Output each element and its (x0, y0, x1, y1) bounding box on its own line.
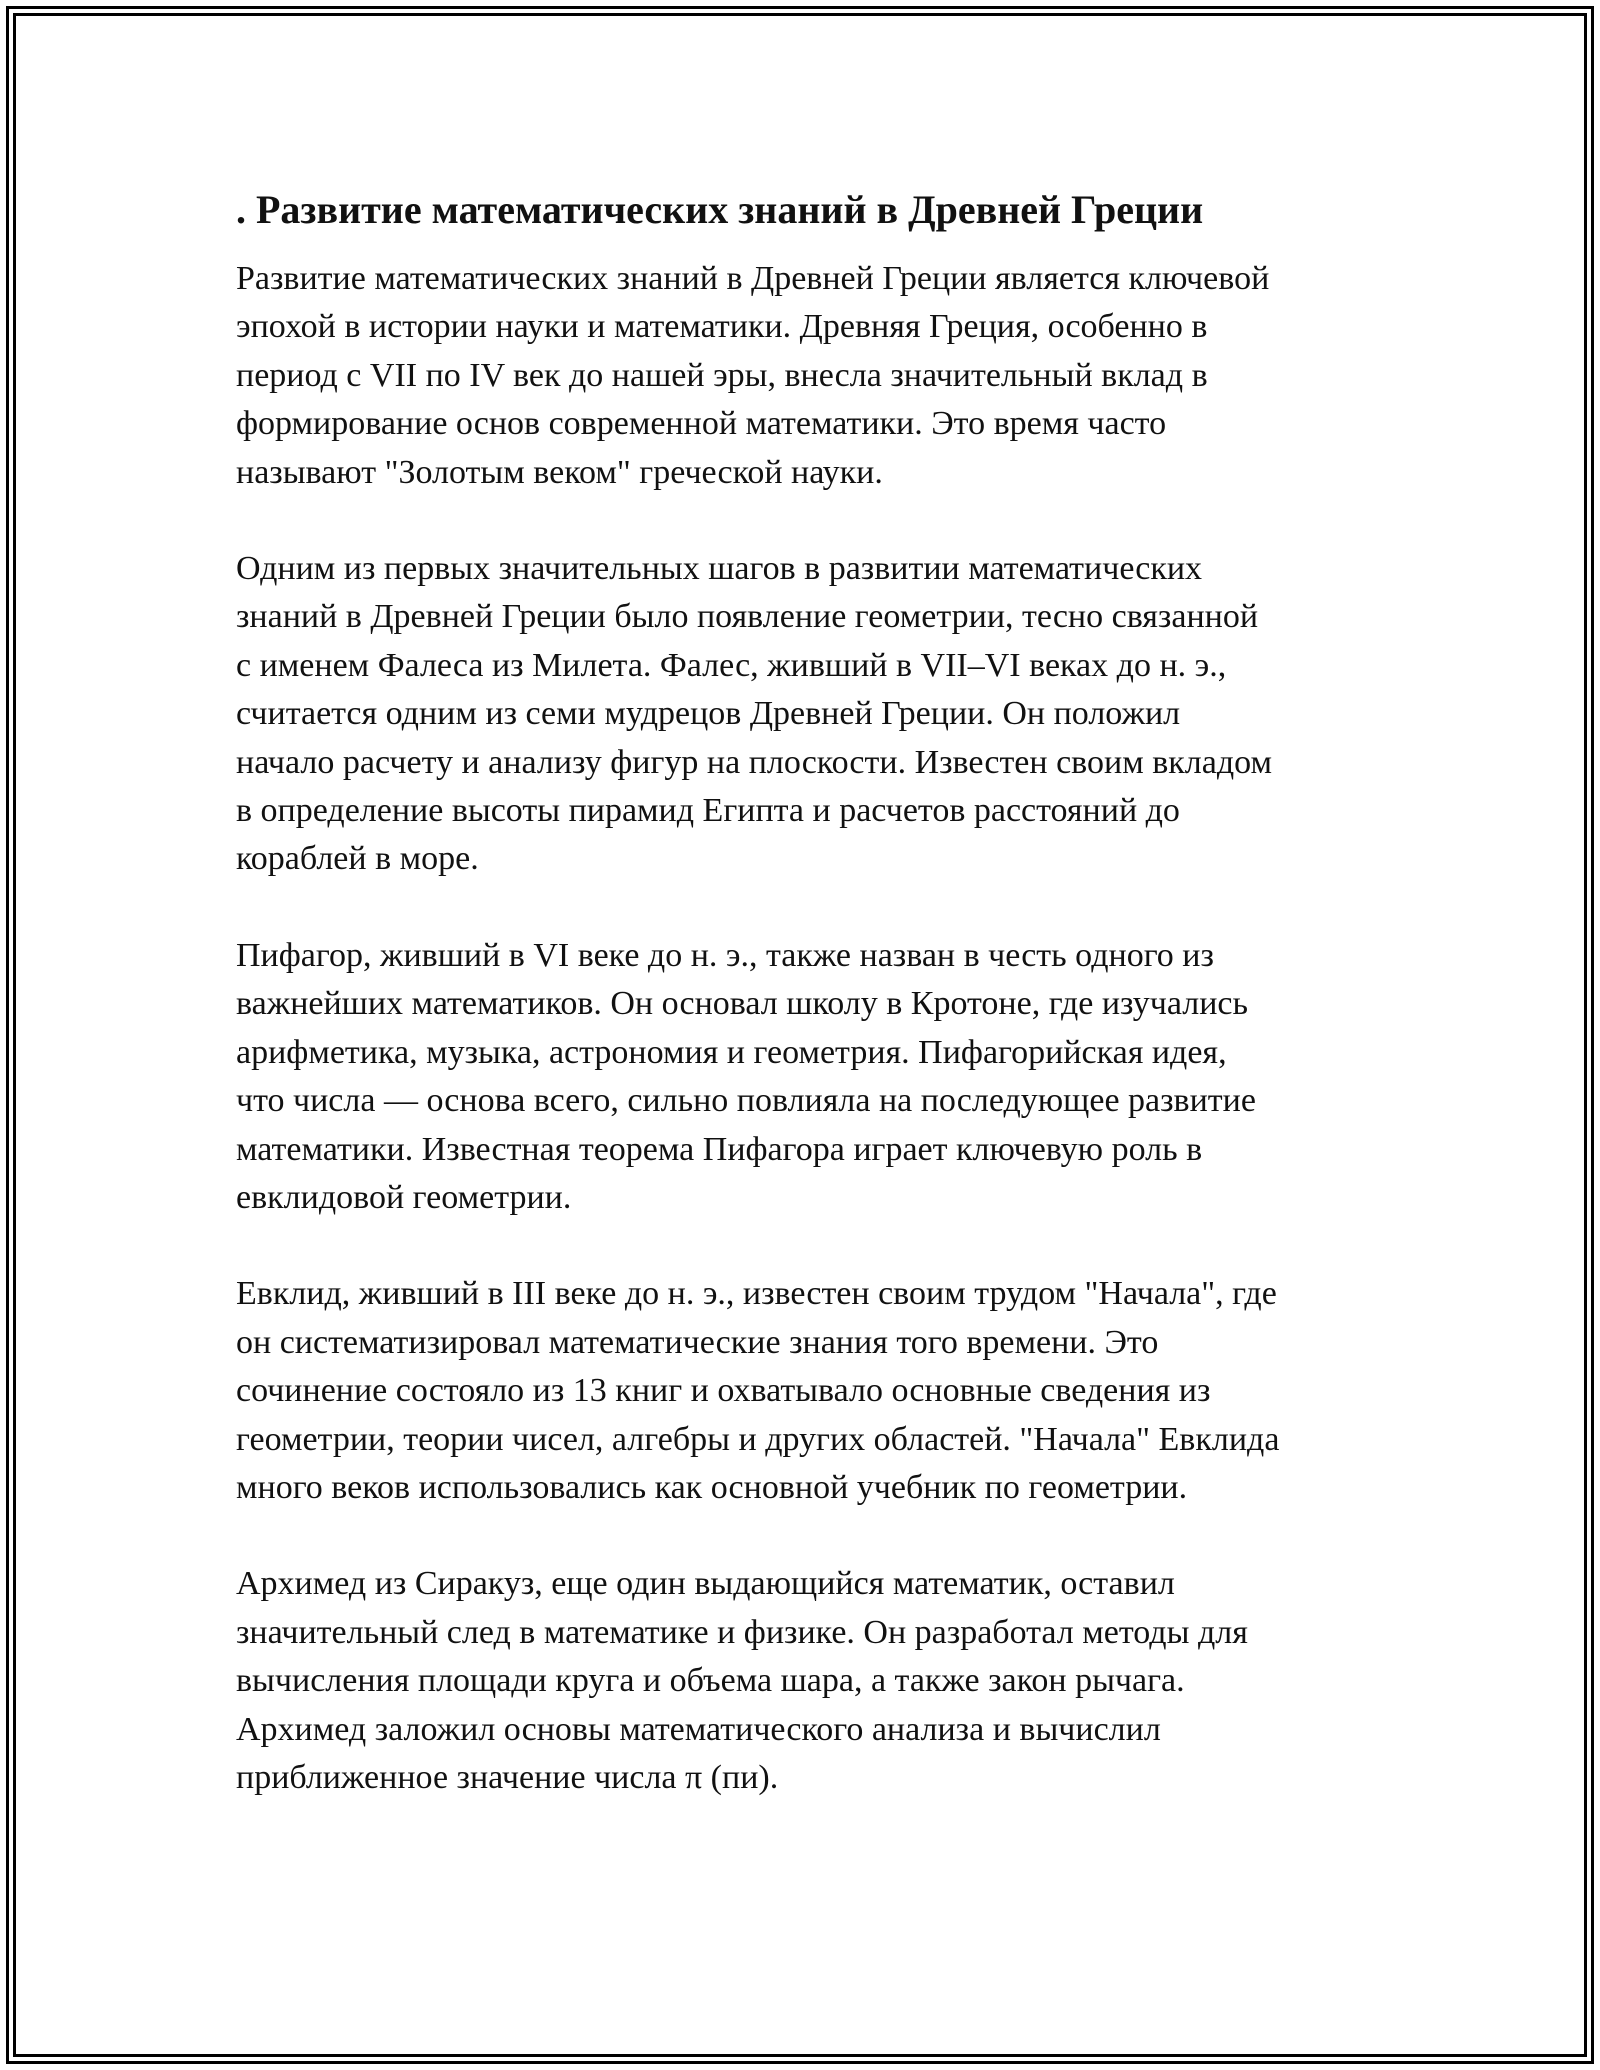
text-line: он систематизировал математические знания того времени. Это (236, 1323, 1159, 1361)
text-line: кораблей в море. (236, 840, 479, 878)
text-line: сочинение состояло из 13 книг и охватывало основные сведения из (236, 1372, 1211, 1410)
text-line: что числа — основа всего, сильно повлияла на последующее развитие (236, 1082, 1256, 1120)
text-line: знаний в Древней Греции было появление геометрии, тесно связанной (236, 598, 1259, 636)
text-line: Архимед заложил основы математического анализа и вычислил (236, 1710, 1161, 1748)
paragraph-euclid (236, 1270, 1366, 1512)
text-line: начало расчету и анализу фигур на плоскости. Известен своим вкладом (236, 743, 1273, 781)
text-line: период с VII по IV век до нашей эры, внесла значительный вклад в (236, 356, 1208, 394)
text-line: важнейших математиков. Он основал школу в Кротоне, где изучались (236, 985, 1248, 1023)
document-body (236, 185, 1366, 1850)
text-line: эпохой в истории науки и математики. Древняя Греция, особенно в (236, 308, 1208, 346)
text-line: называют "Золотым веком" греческой науки. (236, 453, 883, 491)
text-line: геометрии, теории чисел, алгебры и других областей. "Начала" Евклида (236, 1420, 1280, 1458)
paragraph-pythagoras (236, 932, 1366, 1222)
text-line: Архимед из Сиракуз, еще один выдающийся математик, оставил (236, 1565, 1175, 1603)
text-line: приближенное значение числа π (пи). (236, 1758, 779, 1796)
text-line: в определение высоты пирамид Египта и расчетов расстояний до (236, 792, 1180, 830)
text-line: Пифагор, живший в VI веке до н. э., также назван в честь одного из (236, 936, 1214, 974)
text-line: евклидовой геометрии. (236, 1178, 572, 1216)
paragraph-greece-intro (236, 255, 1366, 497)
text-line: значительный след в математике и физике. Он разработал методы для (236, 1613, 1248, 1651)
paragraph-archimedes (236, 1560, 1366, 1802)
text-line: Одним из первых значительных шагов в развитии математических (236, 550, 1203, 588)
text-line: Развитие математических знаний в Древней Греции является ключевой (236, 260, 1270, 297)
document-title: . Развитие математических знаний в Древней Греции (236, 187, 1204, 232)
text-line: математики. Известная теорема Пифагора играет ключевую роль в (236, 1130, 1203, 1168)
text-line: считается одним из семи мудрецов Древней Греции. Он положил (236, 695, 1181, 733)
text-line: Евклид, живший в III веке до н. э., известен своим трудом "Начала", где (236, 1275, 1277, 1313)
text-line: формирование основ современной математики. Это время часто (236, 405, 1167, 443)
text-line: вычисления площади круга и объема шара, а также закон рычага. (236, 1662, 1185, 1700)
text-line: арифметика, музыка, астрономия и геометрия. Пифагорийская идея, (236, 1033, 1227, 1071)
text-line: много веков использовались как основной учебник по геометрии. (236, 1468, 1188, 1506)
text-line: с именем Фалеса из Милета. Фалес, живший в VII–VI веках до н. э., (236, 646, 1227, 684)
paragraph-thales (236, 545, 1366, 884)
